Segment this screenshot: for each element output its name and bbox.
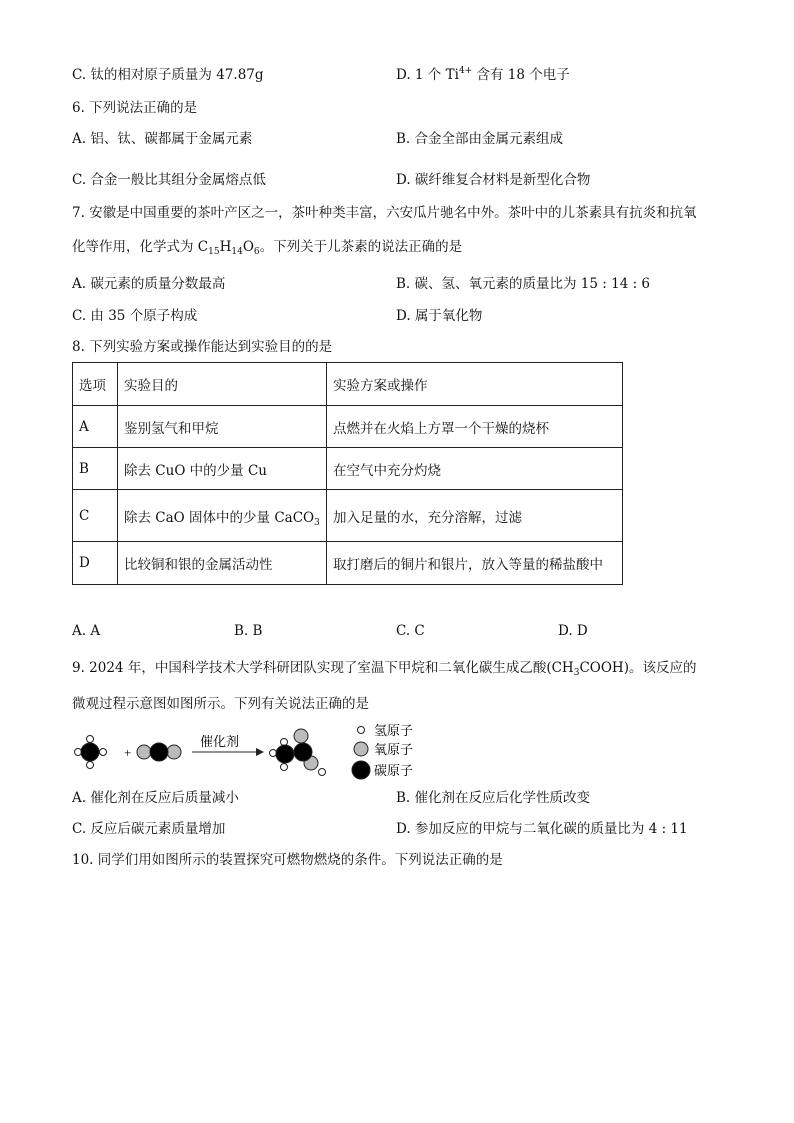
q6-option-d: D. 碳纤维复合材料是新型化合物: [396, 172, 591, 188]
formula-o-count: 6: [253, 247, 260, 257]
table-cell: D: [73, 542, 118, 585]
q7-stem-line1: 7. 安徽是中国重要的茶叶产区之一，茶叶种类丰富，六安瓜片驰名中外。茶叶中的儿茶素具有抗炎和抗氧: [72, 205, 697, 221]
hydrogen-legend-icon: [358, 727, 365, 734]
q6-stem: 6. 下列说法正确的是: [72, 100, 198, 116]
formula-h-count: 14: [231, 247, 243, 257]
caco3-count: 3: [314, 517, 320, 528]
table-cell: 在空气中充分灼烧: [327, 448, 623, 490]
q9-option-d: D. 参加反应的甲烷与二氧化碳的质量比为 4 : 11: [396, 821, 688, 837]
oxygen-atom: [137, 745, 151, 759]
table-cell: 加入足量的水，充分溶解，过滤: [327, 490, 623, 542]
q7-stem-suffix: 。下列关于儿茶素的说法正确的是: [259, 239, 463, 255]
acetic-acid-molecule: [270, 729, 326, 776]
carbon-atom: [276, 745, 294, 763]
oxygen-atom: [294, 729, 308, 743]
experiment-table: [72, 362, 623, 585]
table-header: 实验目的: [118, 363, 327, 406]
table-cell: A: [73, 406, 118, 448]
carbon-atom: [81, 743, 99, 761]
carbon-atom: [150, 743, 168, 761]
table-cell: 点燃并在火焰上方罩一个干燥的烧杯: [327, 406, 623, 448]
hydrogen-atom: [270, 750, 277, 757]
formula-h: H: [219, 239, 232, 255]
acid-ch: CH: [551, 660, 574, 676]
q7-option-c: C. 由 35 个原子构成: [72, 308, 198, 324]
q7-option-a: A. 碳元素的质量分数最高: [72, 276, 226, 292]
q9-stem-suffix: )。该反应的: [623, 660, 697, 676]
q9-option-c: C. 反应后碳元素质量增加: [72, 821, 226, 837]
legend-carbon: 碳原子: [374, 763, 414, 778]
hydrogen-atom: [100, 749, 107, 756]
q6-option-a: A. 铝、钛、碳都属于金属元素: [72, 131, 253, 147]
table-header: 选项: [73, 363, 118, 406]
table-row: [73, 448, 623, 490]
q6-option-b: B. 合金全部由金属元素组成: [396, 131, 564, 147]
formula-c: C: [197, 239, 209, 255]
arrow-head-icon: [256, 748, 264, 756]
hydrogen-atom: [281, 739, 288, 746]
acid-ch-count: 3: [573, 668, 580, 678]
q8-option-b: B. B: [234, 623, 263, 639]
table-cell: [118, 490, 327, 542]
q7-option-b: B. 碳、氢、氧元素的质量比为 15 : 14 : 6: [396, 276, 651, 292]
carbon-dioxide-molecule: [137, 743, 181, 761]
q9-stem-line1: [72, 659, 696, 677]
table-row: [73, 542, 623, 585]
ion-symbol: Ti: [445, 67, 459, 83]
q8-option-c: C. C: [396, 623, 425, 639]
q9-option-a: A. 催化剂在反应后质量减小: [72, 790, 239, 806]
table-cell: B: [73, 448, 118, 490]
legend-oxygen: 氧原子: [374, 742, 414, 757]
table-cell: 鉴别氢气和甲烷: [118, 406, 327, 448]
hydrogen-atom: [87, 762, 94, 769]
q8-stem: 8. 下列实验方案或操作能达到实验目的的是: [72, 339, 333, 355]
table-header: 实验方案或操作: [327, 363, 623, 406]
table-cell: C: [73, 490, 118, 542]
formula-o: O: [242, 239, 254, 255]
q10-stem: 10. 同学们用如图所示的装置探究可燃物燃烧的条件。下列说法正确的是: [72, 852, 503, 868]
hydrogen-atom: [319, 769, 326, 776]
table-header-row: [73, 363, 623, 406]
hydrogen-atom: [281, 764, 288, 771]
carbon-atom: [294, 743, 312, 761]
plus-sign: +: [124, 745, 132, 760]
caco3-symbol: CaCO: [274, 509, 315, 526]
acid-cooh: COOH: [579, 660, 624, 676]
q8-option-d: D. D: [558, 623, 588, 639]
table-row: [73, 406, 623, 448]
q7-stem-line2: [72, 238, 462, 256]
q5-d-suffix: 含有 18 个电子: [472, 67, 570, 83]
q5-d-prefix: D. 1 个: [396, 67, 446, 83]
q7-option-d: D. 属于氧化物: [396, 308, 483, 324]
methane-molecule: [75, 736, 107, 769]
catechin-formula: [198, 239, 260, 255]
acetic-acid-formula: [552, 660, 624, 676]
formula-c-count: 15: [208, 247, 220, 257]
q9-stem-line2: 微观过程示意图如图所示。下列有关说法正确的是: [72, 696, 369, 712]
carbon-legend-icon: [352, 761, 370, 779]
q8-option-a: A. A: [72, 623, 101, 639]
q9-option-b: B. 催化剂在反应后化学性质改变: [396, 790, 591, 806]
reaction-diagram: [68, 720, 428, 784]
table-cell: 除去 CuO 中的少量 Cu: [118, 448, 327, 490]
table-cell: 比较铜和银的金属活动性: [118, 542, 327, 585]
q7-stem-prefix: 化等作用，化学式为: [72, 239, 198, 255]
atom-legend: [352, 723, 413, 779]
legend-hydrogen: 氢原子: [374, 723, 414, 738]
table-cell: 取打磨后的铜片和银片，放入等量的稀盐酸中: [327, 542, 623, 585]
oxygen-legend-icon: [354, 742, 368, 756]
q5-option-d: [396, 66, 570, 84]
caco3-formula: [274, 510, 320, 526]
q6-option-c: C. 合金一般比其组分金属熔点低: [72, 172, 266, 188]
q5-option-c: C. 钛的相对原子质量为 47.87g: [72, 67, 264, 83]
hydrogen-atom: [87, 736, 94, 743]
ion-charge: 4+: [458, 66, 473, 76]
oxygen-atom: [167, 745, 181, 759]
table-row: [73, 490, 623, 542]
catalyst-label: 催化剂: [200, 734, 240, 749]
q9-stem-prefix: 9. 2024 年，中国科学技术大学科研团队实现了室温下甲烷和二氧化碳生成乙酸(: [72, 660, 552, 676]
table-cell-text: 除去 CaO 固体中的少量: [124, 509, 275, 526]
hydrogen-atom: [75, 749, 82, 756]
